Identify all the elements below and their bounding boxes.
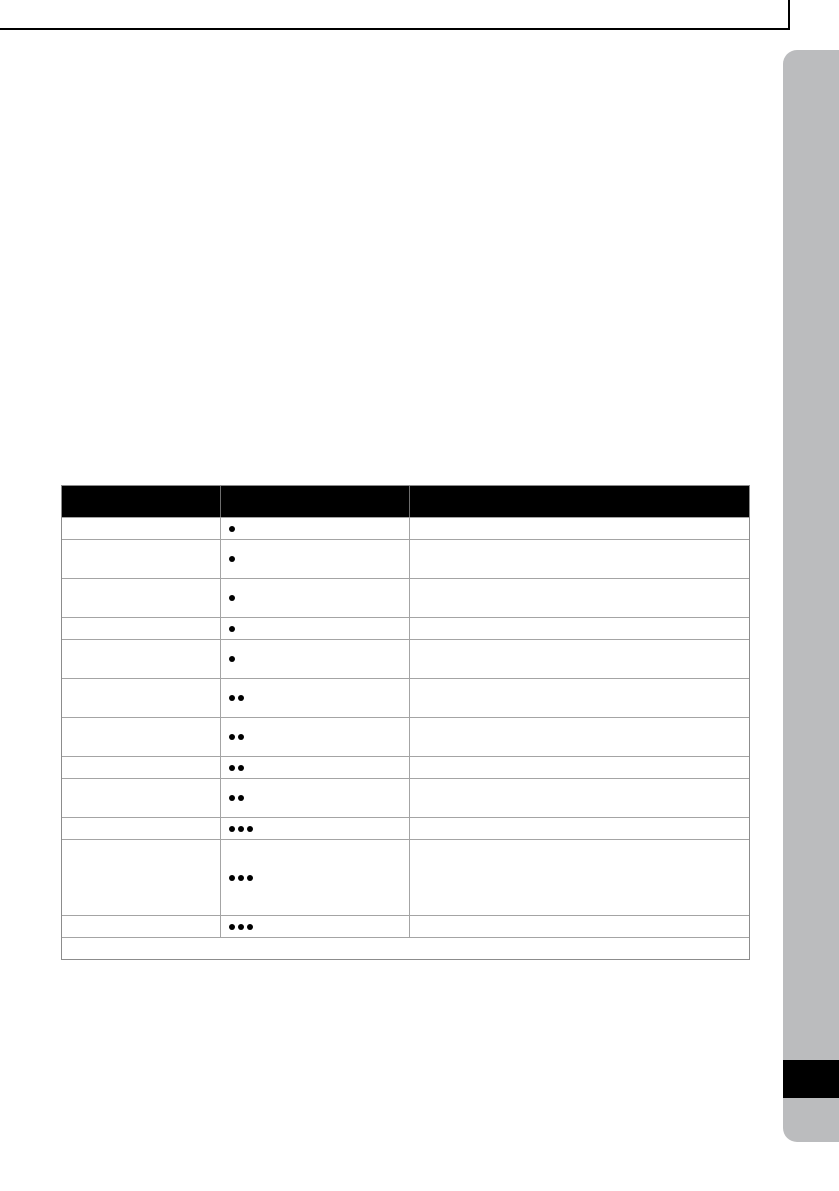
table-cell-name (62, 618, 221, 639)
table-cell-name (62, 640, 221, 678)
level-dot-icon (238, 924, 244, 930)
level-dot-icon (229, 765, 235, 771)
table-row (62, 817, 749, 839)
level-dots (229, 695, 244, 701)
table-cell-level (221, 579, 410, 617)
table-cell-description (410, 640, 749, 678)
table-cell-name (62, 718, 221, 756)
table-cell-level (221, 679, 410, 717)
level-dot-icon (247, 826, 253, 832)
table-row (62, 678, 749, 717)
table-row (62, 756, 749, 778)
level-dots (229, 795, 244, 801)
side-tab-section-marker (783, 1060, 839, 1098)
table-row (62, 517, 749, 539)
table-cell-description (410, 757, 749, 778)
table-cell-description (410, 518, 749, 539)
table-body (62, 517, 749, 937)
table-cell-name (62, 840, 221, 915)
table-cell-name (62, 679, 221, 717)
table-header-cell-2 (221, 486, 410, 517)
table-row (62, 639, 749, 678)
table-header (62, 486, 749, 517)
crop-mark-horizontal (0, 28, 790, 30)
table-cell-description (410, 718, 749, 756)
table-cell-level (221, 840, 410, 915)
table-cell-level (221, 618, 410, 639)
level-dot-icon (229, 795, 235, 801)
table-row (62, 717, 749, 756)
table-cell-level (221, 540, 410, 578)
level-dot-icon (229, 734, 235, 740)
table-row (62, 778, 749, 817)
level-dot-icon (229, 656, 235, 662)
table-header-cell-1 (62, 486, 221, 517)
level-dots (229, 526, 235, 532)
table-cell-description (410, 540, 749, 578)
table-cell-description (410, 679, 749, 717)
table-cell-name (62, 579, 221, 617)
table-cell-description (410, 818, 749, 839)
level-dot-icon (229, 875, 235, 881)
table-cell-description (410, 916, 749, 937)
table-row (62, 617, 749, 639)
level-dot-icon (229, 556, 235, 562)
table-row (62, 539, 749, 578)
table-cell-level (221, 757, 410, 778)
level-dot-icon (247, 875, 253, 881)
table-cell-level (221, 916, 410, 937)
table-cell-description (410, 779, 749, 817)
level-dot-icon (229, 595, 235, 601)
table-cell-level (221, 640, 410, 678)
level-dot-icon (229, 626, 235, 632)
table-cell-name (62, 540, 221, 578)
difficulty-table (61, 485, 750, 960)
level-dot-icon (238, 826, 244, 832)
level-dot-icon (229, 695, 235, 701)
level-dot-icon (238, 795, 244, 801)
level-dots (229, 924, 253, 930)
level-dot-icon (247, 924, 253, 930)
table-cell-level (221, 718, 410, 756)
table-cell-name (62, 518, 221, 539)
level-dots (229, 595, 235, 601)
level-dots (229, 556, 235, 562)
table-cell-level (221, 818, 410, 839)
table-cell-name (62, 818, 221, 839)
level-dot-icon (229, 924, 235, 930)
level-dots (229, 734, 244, 740)
table-cell-description (410, 840, 749, 915)
level-dots (229, 826, 253, 832)
level-dots (229, 875, 253, 881)
level-dot-icon (238, 875, 244, 881)
table-row (62, 915, 749, 937)
crop-mark-vertical (788, 0, 790, 30)
level-dot-icon (238, 695, 244, 701)
table-cell-description (410, 618, 749, 639)
table-cell-level (221, 518, 410, 539)
table-row (62, 578, 749, 617)
table-header-cell-3 (410, 486, 749, 517)
level-dots (229, 626, 235, 632)
table-cell-description (410, 579, 749, 617)
table-cell-name (62, 757, 221, 778)
table-cell-name (62, 916, 221, 937)
level-dot-icon (238, 765, 244, 771)
side-thumb-tab (783, 50, 839, 1142)
table-cell-name (62, 779, 221, 817)
table-footer-row (62, 937, 749, 959)
level-dots (229, 656, 235, 662)
table-row (62, 839, 749, 915)
level-dots (229, 765, 244, 771)
level-dot-icon (229, 526, 235, 532)
table-cell-level (221, 779, 410, 817)
level-dot-icon (238, 734, 244, 740)
level-dot-icon (229, 826, 235, 832)
